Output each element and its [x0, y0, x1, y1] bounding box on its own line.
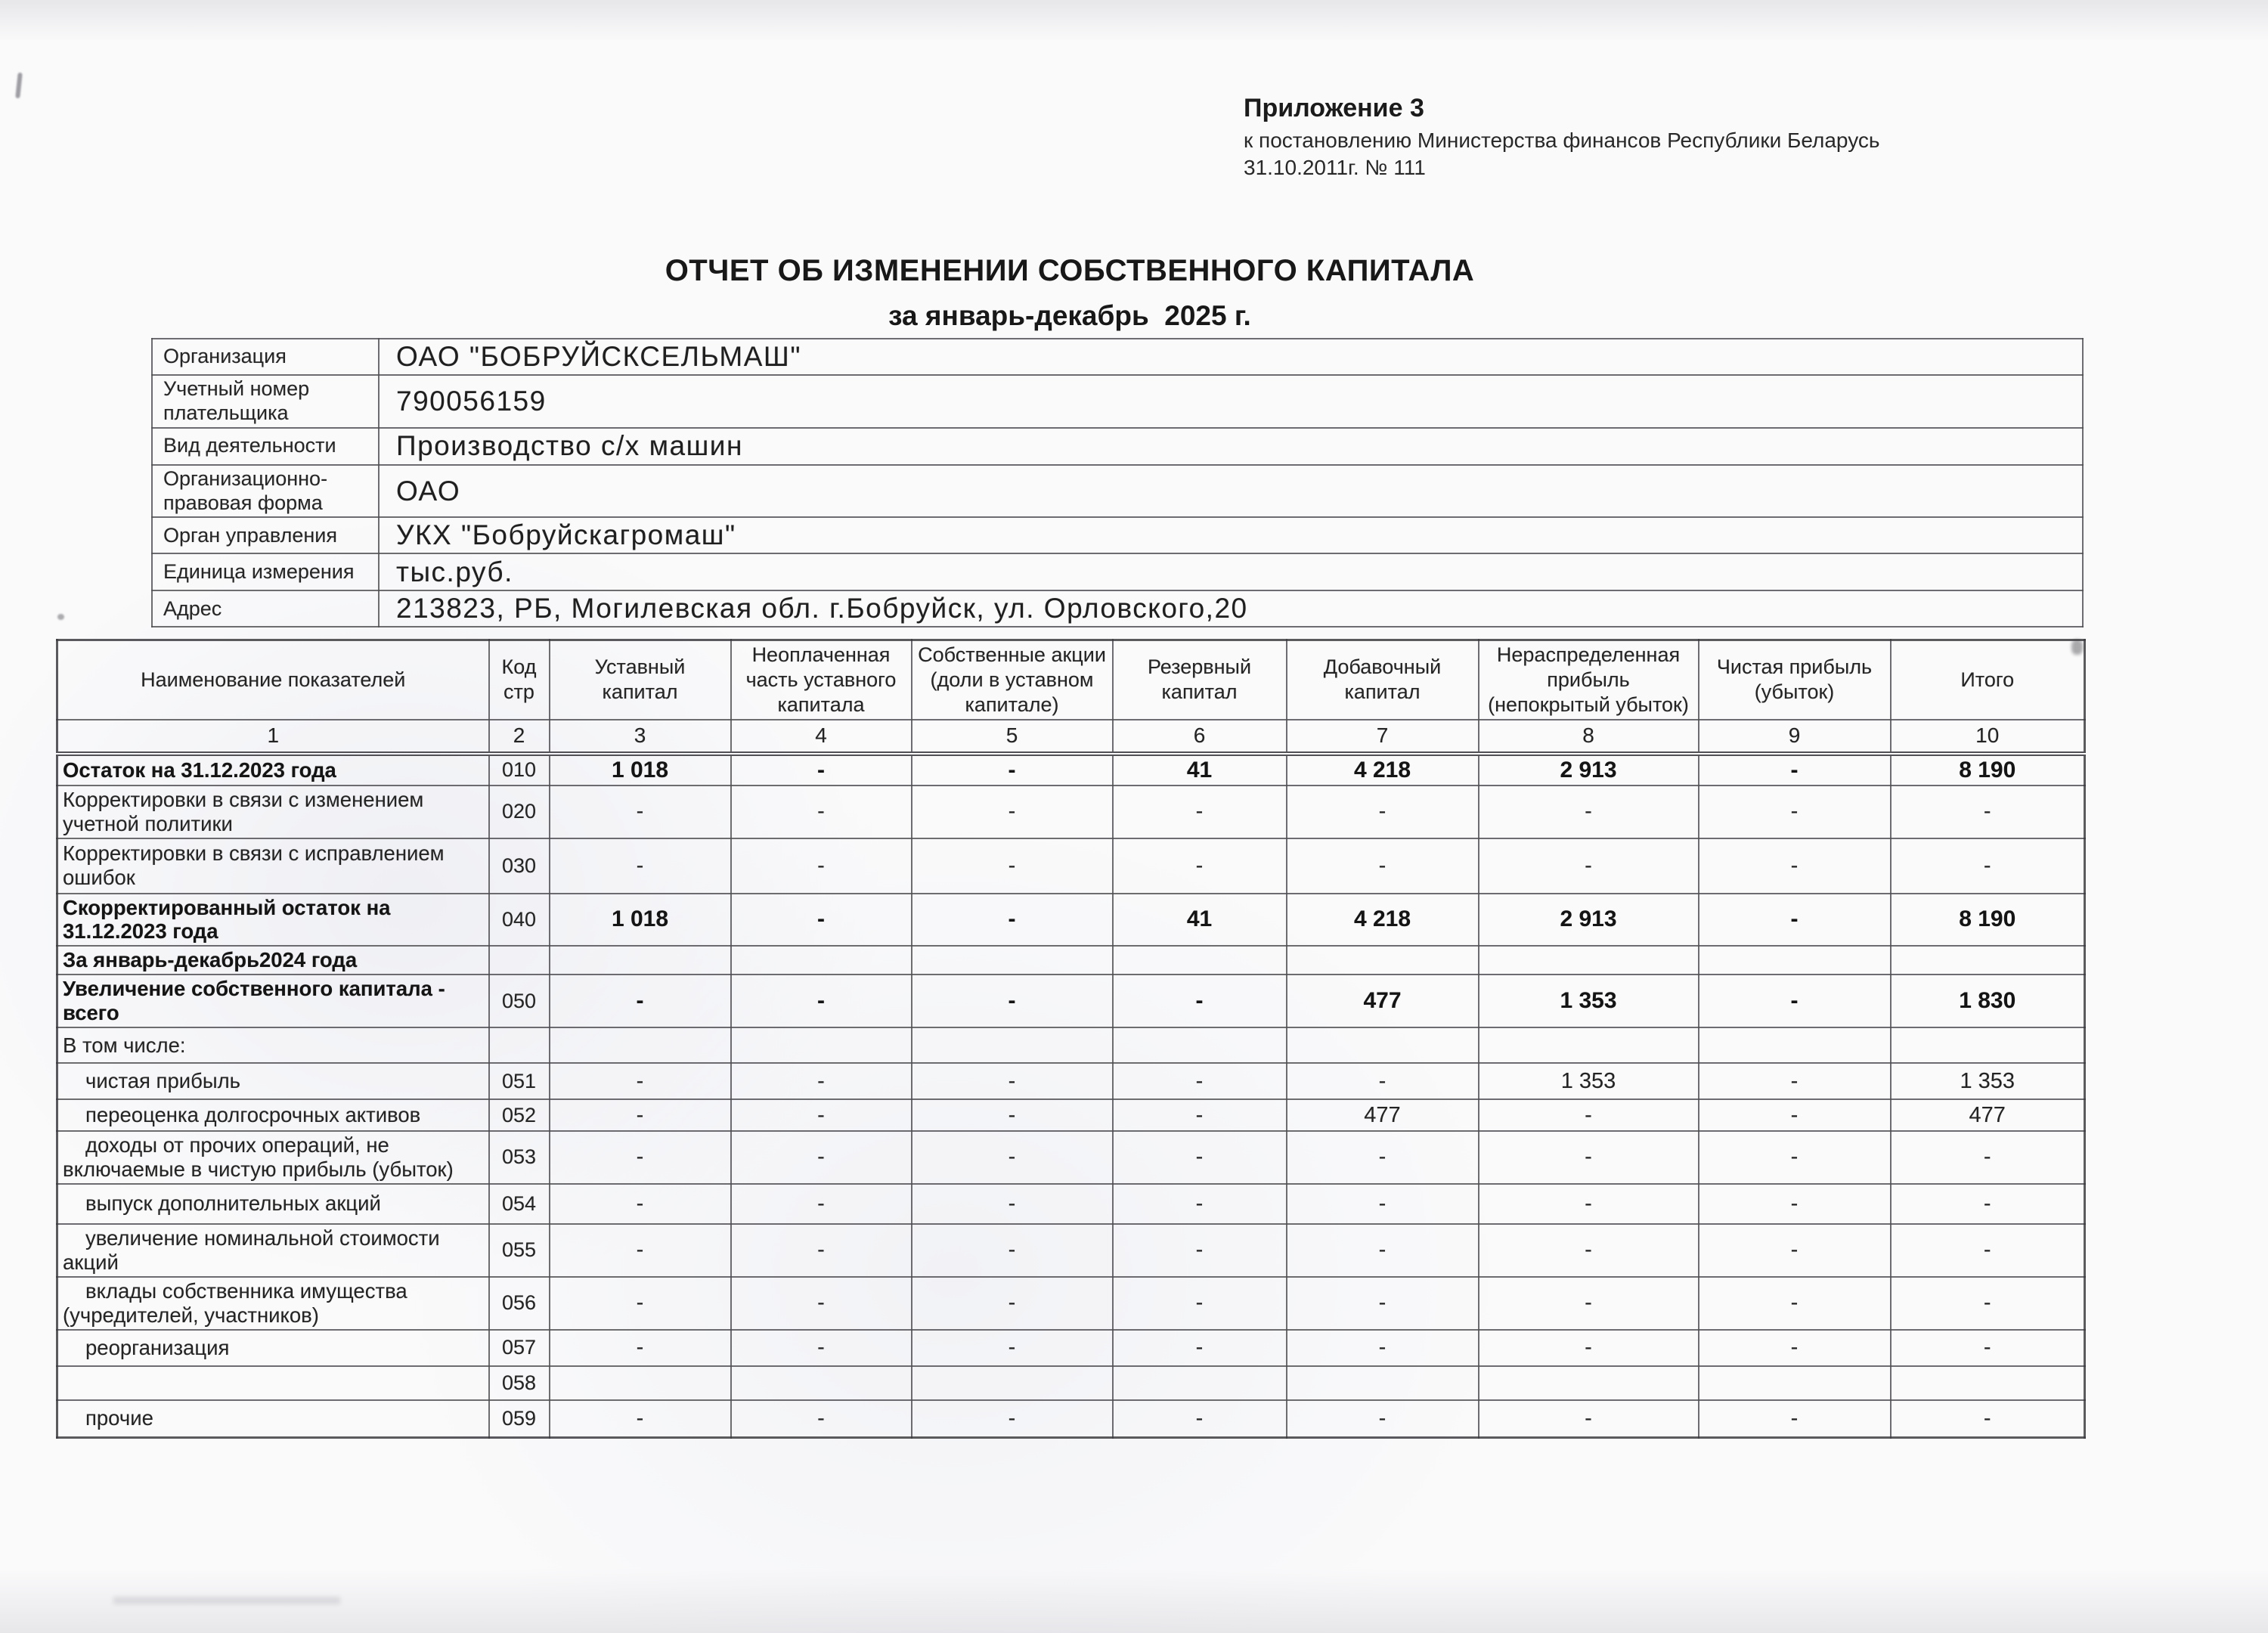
info-row — [152, 553, 2083, 590]
info-field-label: Учетный номер плательщика — [152, 375, 379, 428]
cell-value: 2 913 — [1479, 754, 1699, 786]
cell-value: - — [550, 1224, 731, 1277]
cell-value: - — [1699, 786, 1891, 838]
equity-table-body — [57, 754, 2085, 1438]
cell-value — [1113, 1366, 1287, 1400]
cell-value: - — [1287, 1224, 1479, 1277]
cell-value: - — [1699, 754, 1891, 786]
info-row — [152, 465, 2083, 518]
row-label: переоценка долгосрочных активов — [57, 1099, 489, 1131]
cell-value: - — [912, 786, 1113, 838]
row-label: Увеличение собственного капитала - всего — [57, 975, 489, 1027]
info-field-value: Производство с/х машин — [379, 428, 2083, 465]
cell-value: - — [1287, 1277, 1479, 1330]
cell-value: - — [1891, 1131, 2085, 1184]
cell-value: 1 353 — [1479, 1063, 1699, 1099]
cell-value: - — [1113, 1099, 1287, 1131]
cell-value: 41 — [1113, 754, 1287, 786]
cell-value: - — [1479, 1184, 1699, 1224]
info-field-label: Организационно-правовая форма — [152, 465, 379, 518]
cell-value — [1479, 1027, 1699, 1063]
table-row — [57, 1063, 2085, 1099]
cell-value: - — [1699, 1400, 1891, 1438]
table-row — [57, 894, 2085, 947]
cell-value: - — [912, 1277, 1113, 1330]
column-number: 4 — [731, 720, 912, 754]
cell-value — [550, 1027, 731, 1063]
info-row — [152, 590, 2083, 627]
row-label: прочие — [57, 1400, 489, 1438]
row-code — [489, 946, 550, 975]
row-label: За январь-декабрь2024 года — [57, 946, 489, 975]
row-code: 053 — [489, 1131, 550, 1184]
cell-value: - — [550, 1400, 731, 1438]
cell-value: - — [1287, 1184, 1479, 1224]
cell-value: 1 353 — [1891, 1063, 2085, 1099]
cell-value: 1 018 — [550, 754, 731, 786]
column-header: Неоплаченная часть уставного капитала — [731, 640, 912, 720]
table-row — [57, 1027, 2085, 1063]
column-header: Наименование показателей — [57, 640, 489, 720]
cell-value: - — [912, 1131, 1113, 1184]
cell-value: - — [1699, 1063, 1891, 1099]
cell-value — [1891, 1027, 2085, 1063]
cell-value: - — [1287, 1131, 1479, 1184]
cell-value: - — [731, 1277, 912, 1330]
cell-value: - — [1287, 1400, 1479, 1438]
cell-value: - — [1891, 1277, 2085, 1330]
info-field-value: ОАО "БОБРУЙСКСЕЛЬМАШ" — [379, 339, 2083, 375]
table-row — [57, 754, 2085, 786]
info-field-label: Орган управления — [152, 517, 379, 553]
info-field-value: ОАО — [379, 465, 2083, 518]
cell-value: - — [731, 838, 912, 894]
cell-value: - — [1113, 1400, 1287, 1438]
row-code: 030 — [489, 838, 550, 894]
cell-value: 477 — [1287, 975, 1479, 1027]
column-number: 9 — [1699, 720, 1891, 754]
row-code: 054 — [489, 1184, 550, 1224]
scan-artifact-tick — [15, 73, 23, 98]
info-row — [152, 428, 2083, 465]
title-block — [56, 254, 2084, 332]
cell-value: - — [550, 975, 731, 1027]
header-row — [57, 640, 2085, 720]
row-code: 058 — [489, 1366, 550, 1400]
table-row — [57, 786, 2085, 838]
cell-value — [912, 1027, 1113, 1063]
cell-value: - — [1891, 1224, 2085, 1277]
cell-value: - — [1891, 786, 2085, 838]
cell-value — [731, 1366, 912, 1400]
cell-value: - — [1699, 1277, 1891, 1330]
cell-value: - — [912, 1099, 1113, 1131]
scan-artifact-smudge — [113, 1597, 340, 1604]
cell-value: - — [550, 1184, 731, 1224]
cell-value: - — [1287, 838, 1479, 894]
cell-value: - — [1891, 1330, 2085, 1366]
column-number: 5 — [912, 720, 1113, 754]
cell-value: - — [1479, 838, 1699, 894]
org-info-table — [151, 338, 2084, 627]
cell-value: - — [550, 1099, 731, 1131]
cell-value: - — [1479, 1400, 1699, 1438]
table-row — [57, 975, 2085, 1027]
cell-value: - — [912, 1330, 1113, 1366]
cell-value: - — [1287, 786, 1479, 838]
cell-value: 4 218 — [1287, 754, 1479, 786]
cell-value: - — [731, 1131, 912, 1184]
cell-value — [1287, 1027, 1479, 1063]
row-label: реорганизация — [57, 1330, 489, 1366]
cell-value — [1287, 1366, 1479, 1400]
document-subtitle: за январь-декабрь 2025 г. — [888, 300, 1251, 331]
equity-changes-table — [56, 639, 2086, 1439]
info-row — [152, 339, 2083, 375]
cell-value: 1 830 — [1891, 975, 2085, 1027]
table-row — [57, 1131, 2085, 1184]
cell-value: - — [1113, 838, 1287, 894]
column-numbers-row — [57, 720, 2085, 754]
row-code: 057 — [489, 1330, 550, 1366]
cell-value: - — [912, 838, 1113, 894]
row-label: Корректировки в связи с исправлением ошибок — [57, 838, 489, 894]
cell-value — [1891, 946, 2085, 975]
column-header: Собственные акции (доли в уставном капитале) — [912, 640, 1113, 720]
cell-value: - — [731, 975, 912, 1027]
cell-value — [1479, 946, 1699, 975]
row-code: 040 — [489, 894, 550, 947]
cell-value: - — [1699, 1131, 1891, 1184]
appendix-note — [1244, 95, 1879, 178]
row-label: доходы от прочих операций, не включаемые в чистую прибыль (убыток) — [57, 1131, 489, 1184]
info-field-value: УКХ "Бобруйскагромаш" — [379, 517, 2083, 553]
cell-value: - — [731, 894, 912, 947]
table-row — [57, 1366, 2085, 1400]
info-field-value: 790056159 — [379, 375, 2083, 428]
cell-value: - — [1113, 1277, 1287, 1330]
cell-value: - — [731, 1224, 912, 1277]
table-row — [57, 1330, 2085, 1366]
document-title: ОТЧЕТ ОБ ИЗМЕНЕНИИ СОБСТВЕННОГО КАПИТАЛА — [665, 254, 1475, 287]
cell-value: - — [1113, 1184, 1287, 1224]
cell-value — [1479, 1366, 1699, 1400]
row-label: Скорректированный остаток на 31.12.2023 года — [57, 894, 489, 947]
row-code: 056 — [489, 1277, 550, 1330]
row-code: 059 — [489, 1400, 550, 1438]
org-info-table-body — [152, 339, 2083, 627]
column-number: 10 — [1891, 720, 2085, 754]
appendix-date-number: 31.10.2011г. № 111 — [1244, 156, 1426, 179]
cell-value: 2 913 — [1479, 894, 1699, 947]
row-code: 055 — [489, 1224, 550, 1277]
cell-value — [731, 1027, 912, 1063]
cell-value: - — [1699, 1184, 1891, 1224]
row-label: вклады собственника имущества (учредителей, участников) — [57, 1277, 489, 1330]
cell-value — [912, 946, 1113, 975]
cell-value — [1891, 1366, 2085, 1400]
cell-value: - — [912, 975, 1113, 1027]
cell-value: - — [731, 1099, 912, 1131]
cell-value: - — [550, 1330, 731, 1366]
cell-value: - — [1699, 894, 1891, 947]
cell-value — [550, 1366, 731, 1400]
cell-value: 8 190 — [1891, 894, 2085, 947]
cell-value: 41 — [1113, 894, 1287, 947]
appendix-decree: к постановлению Министерства финансов Республики Беларусь — [1244, 129, 1880, 152]
cell-value: - — [1699, 1224, 1891, 1277]
cell-value: - — [1113, 1063, 1287, 1099]
cell-value — [1287, 946, 1479, 975]
table-row — [57, 1400, 2085, 1438]
cell-value: - — [1479, 786, 1699, 838]
cell-value: - — [1699, 1330, 1891, 1366]
table-row — [57, 1184, 2085, 1224]
column-header: Код стр — [489, 640, 550, 720]
cell-value — [1113, 1027, 1287, 1063]
row-label: В том числе: — [57, 1027, 489, 1063]
row-code: 051 — [489, 1063, 550, 1099]
column-header: Добавочный капитал — [1287, 640, 1479, 720]
column-number: 8 — [1479, 720, 1699, 754]
cell-value: - — [1113, 1224, 1287, 1277]
table-row — [57, 946, 2085, 975]
row-label — [57, 1366, 489, 1400]
cell-value: - — [731, 1184, 912, 1224]
cell-value: - — [1113, 786, 1287, 838]
cell-value: 477 — [1891, 1099, 2085, 1131]
cell-value: - — [550, 1063, 731, 1099]
row-label: Корректировки в связи с изменением учетной политики — [57, 786, 489, 838]
table-row — [57, 1099, 2085, 1131]
cell-value — [731, 946, 912, 975]
column-header: Нераспределенная прибыль (непокрытый убыток) — [1479, 640, 1699, 720]
cell-value — [1699, 946, 1891, 975]
column-number: 7 — [1287, 720, 1479, 754]
cell-value — [1113, 946, 1287, 975]
cell-value: - — [731, 1063, 912, 1099]
cell-value: - — [550, 1131, 731, 1184]
row-code — [489, 1027, 550, 1063]
cell-value: - — [912, 1063, 1113, 1099]
info-field-label: Вид деятельности — [152, 428, 379, 465]
column-number: 6 — [1113, 720, 1287, 754]
cell-value: - — [912, 1224, 1113, 1277]
table-row — [57, 1224, 2085, 1277]
cell-value: - — [1699, 838, 1891, 894]
appendix-title: Приложение 3 — [1244, 94, 1424, 122]
info-field-value: 213823, РБ, Могилевская обл. г.Бобруйск, ул. Орловского,20 — [379, 590, 2083, 627]
cell-value: 477 — [1287, 1099, 1479, 1131]
column-header: Чистая прибыль (убыток) — [1699, 640, 1891, 720]
cell-value: 1 353 — [1479, 975, 1699, 1027]
row-code: 020 — [489, 786, 550, 838]
info-field-label: Единица измерения — [152, 553, 379, 590]
table-row — [57, 1277, 2085, 1330]
cell-value: - — [1479, 1131, 1699, 1184]
info-field-value: тыс.руб. — [379, 553, 2083, 590]
cell-value: - — [912, 894, 1113, 947]
cell-value: - — [1113, 1131, 1287, 1184]
cell-value: - — [912, 1184, 1113, 1224]
cell-value: - — [912, 1400, 1113, 1438]
row-label: Остаток на 31.12.2023 года — [57, 754, 489, 786]
row-code: 010 — [489, 754, 550, 786]
cell-value: - — [1891, 1400, 2085, 1438]
column-header: Итого — [1891, 640, 2085, 720]
cell-value: - — [731, 1400, 912, 1438]
scan-artifact-dot — [57, 614, 64, 620]
info-field-label: Организация — [152, 339, 379, 375]
column-number: 1 — [57, 720, 489, 754]
cell-value: - — [1479, 1099, 1699, 1131]
cell-value: - — [1699, 1099, 1891, 1131]
row-code: 052 — [489, 1099, 550, 1131]
cell-value: - — [731, 1330, 912, 1366]
row-code: 050 — [489, 975, 550, 1027]
cell-value — [1699, 1027, 1891, 1063]
cell-value: 8 190 — [1891, 754, 2085, 786]
info-row — [152, 375, 2083, 428]
column-number: 3 — [550, 720, 731, 754]
cell-value: - — [1479, 1277, 1699, 1330]
cell-value: - — [912, 754, 1113, 786]
cell-value: - — [1479, 1330, 1699, 1366]
table-row — [57, 838, 2085, 894]
row-label: увеличение номинальной стоимости акций — [57, 1224, 489, 1277]
cell-value — [1699, 1366, 1891, 1400]
cell-value: 1 018 — [550, 894, 731, 947]
cell-value: - — [731, 754, 912, 786]
row-label: выпуск дополнительных акций — [57, 1184, 489, 1224]
cell-value — [912, 1366, 1113, 1400]
cell-value: - — [1113, 1330, 1287, 1366]
column-header: Уставный капитал — [550, 640, 731, 720]
cell-value: 4 218 — [1287, 894, 1479, 947]
info-field-label: Адрес — [152, 590, 379, 627]
cell-value: - — [1479, 1224, 1699, 1277]
column-number: 2 — [489, 720, 550, 754]
info-row — [152, 517, 2083, 553]
cell-value: - — [1891, 1184, 2085, 1224]
row-label: чистая прибыль — [57, 1063, 489, 1099]
cell-value: - — [1891, 838, 2085, 894]
cell-value — [550, 946, 731, 975]
cell-value: - — [1699, 975, 1891, 1027]
cell-value: - — [550, 786, 731, 838]
cell-value: - — [1113, 975, 1287, 1027]
cell-value: - — [1287, 1063, 1479, 1099]
cell-value: - — [550, 838, 731, 894]
column-header: Резервный капитал — [1113, 640, 1287, 720]
cell-value: - — [550, 1277, 731, 1330]
cell-value: - — [731, 786, 912, 838]
cell-value: - — [1287, 1330, 1479, 1366]
